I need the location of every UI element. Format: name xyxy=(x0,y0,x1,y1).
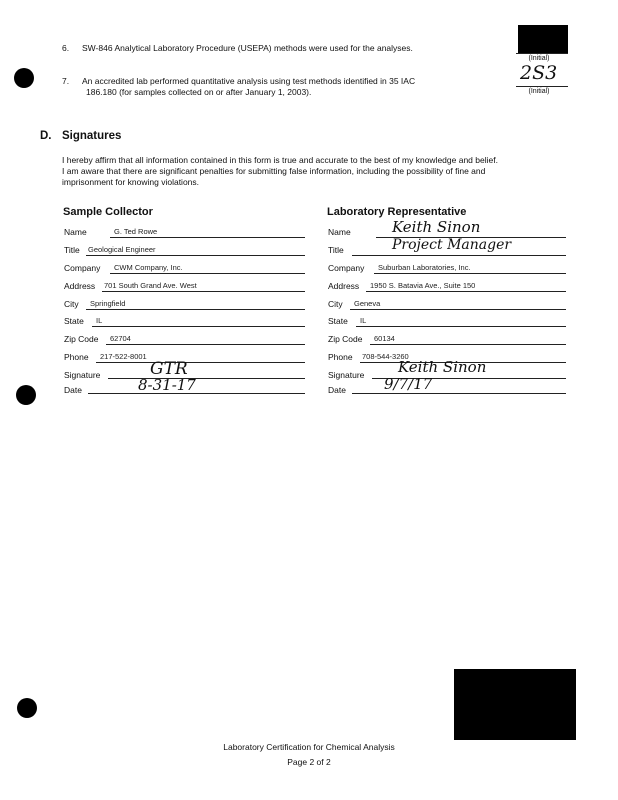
collector-address-label: Address xyxy=(64,281,96,291)
lab-address-label: Address xyxy=(328,281,360,291)
punch-hole-middle xyxy=(16,385,36,405)
lab-signature-label: Signature xyxy=(328,370,365,380)
footer-title: Laboratory Certification for Chemical Analysis xyxy=(223,742,395,752)
footer-page-number: Page 2 of 2 xyxy=(287,757,331,767)
lab-city-line xyxy=(350,309,566,310)
lab-city-value: Geneva xyxy=(354,299,381,308)
collector-phone-label: Phone xyxy=(64,352,89,362)
item-6-text: SW-846 Analytical Laboratory Procedure (USEPA) methods were used for the analyses. xyxy=(82,43,413,53)
lab-company-line xyxy=(374,273,566,274)
lab-state-label: State xyxy=(328,316,348,326)
collector-date: 8-31-17 xyxy=(138,376,196,394)
lab-heading: Laboratory Representative xyxy=(327,206,467,218)
collector-title-value: Geological Engineer xyxy=(88,245,156,254)
collector-company-label: Company xyxy=(64,263,101,273)
collector-state-line xyxy=(92,326,305,327)
lab-company-label: Company xyxy=(328,263,365,273)
redaction-block-top xyxy=(518,25,568,53)
collector-city-label: City xyxy=(64,299,79,309)
punch-hole-bottom xyxy=(17,698,37,718)
lab-name-value: Keith Sinon xyxy=(392,218,481,236)
collector-address-value: 701 South Grand Ave. West xyxy=(104,281,197,290)
collector-city-line xyxy=(86,309,305,310)
lab-title-value: Project Manager xyxy=(392,237,512,253)
initial-line-6 xyxy=(516,53,568,54)
lab-state-value: IL xyxy=(360,316,367,325)
collector-title-label: Title xyxy=(64,245,80,255)
punch-hole-top xyxy=(14,68,34,88)
collector-date-line xyxy=(88,393,305,394)
lab-city-label: City xyxy=(328,299,343,309)
lab-phone-value: 708-544-3260 xyxy=(362,352,409,361)
collector-zip-value: 62704 xyxy=(110,334,131,343)
initial-handwriting-7: 2S3 xyxy=(520,62,558,84)
affirmation-line-3: imprisonment for knowing violations. xyxy=(62,177,200,187)
lab-date-line xyxy=(352,393,566,394)
item-7-text-line1: An accredited lab performed quantitative analysis using test methods identified in 35 IAC xyxy=(82,76,416,86)
lab-zip-value: 60134 xyxy=(374,334,395,343)
affirmation-line-2: I am aware that there are significant penalties for submitting false information, including the possibility of fine and xyxy=(62,166,486,176)
lab-company-value: Suburban Laboratories, Inc. xyxy=(378,263,471,272)
initial-label-6: (Initial) xyxy=(528,55,550,62)
collector-state-value: IL xyxy=(96,316,103,325)
lab-title-label: Title xyxy=(328,245,344,255)
lab-date-label: Date xyxy=(328,385,346,395)
lab-address-line xyxy=(366,291,566,292)
lab-name-label: Name xyxy=(328,227,351,237)
collector-heading: Sample Collector xyxy=(63,206,153,218)
lab-address-value: 1950 S. Batavia Ave., Suite 150 xyxy=(370,281,476,290)
lab-state-line xyxy=(356,326,566,327)
collector-title-line xyxy=(86,255,305,256)
initial-label-7: (Initial) xyxy=(528,88,550,95)
collector-company-line xyxy=(110,273,305,274)
collector-zip-line xyxy=(106,344,305,345)
initial-line-7 xyxy=(516,86,568,87)
item-6-number: 6. xyxy=(62,43,70,53)
item-7-number: 7. xyxy=(62,76,70,86)
lab-title-line xyxy=(352,255,566,256)
lab-signature: Keith Sinon xyxy=(398,358,487,376)
affirmation-line-1: I hereby affirm that all information contained in this form is true and accurate to the best of my knowledge and belief. xyxy=(62,155,498,165)
redaction-block-bottom xyxy=(454,669,576,740)
collector-name-line xyxy=(110,237,305,238)
section-letter: D. xyxy=(40,130,52,142)
collector-signature: GTR xyxy=(150,359,188,379)
lab-zip-line xyxy=(370,344,566,345)
collector-phone-line xyxy=(96,362,305,363)
collector-phone-value: 217-522-8001 xyxy=(100,352,147,361)
collector-date-label: Date xyxy=(64,385,82,395)
section-title: Signatures xyxy=(62,130,122,142)
collector-name-value: G. Ted Rowe xyxy=(114,227,158,236)
lab-phone-label: Phone xyxy=(328,352,353,362)
collector-city-value: Springfield xyxy=(90,299,126,308)
collector-address-line xyxy=(102,291,305,292)
item-7-text-line2: 186.180 (for samples collected on or after January 1, 2003). xyxy=(86,87,312,97)
lab-date: 9/7/17 xyxy=(384,375,433,393)
collector-zip-label: Zip Code xyxy=(64,334,99,344)
lab-zip-label: Zip Code xyxy=(328,334,363,344)
collector-state-label: State xyxy=(64,316,84,326)
collector-signature-label: Signature xyxy=(64,370,101,380)
collector-company-value: CWM Company, Inc. xyxy=(114,263,183,272)
collector-name-label: Name xyxy=(64,227,87,237)
